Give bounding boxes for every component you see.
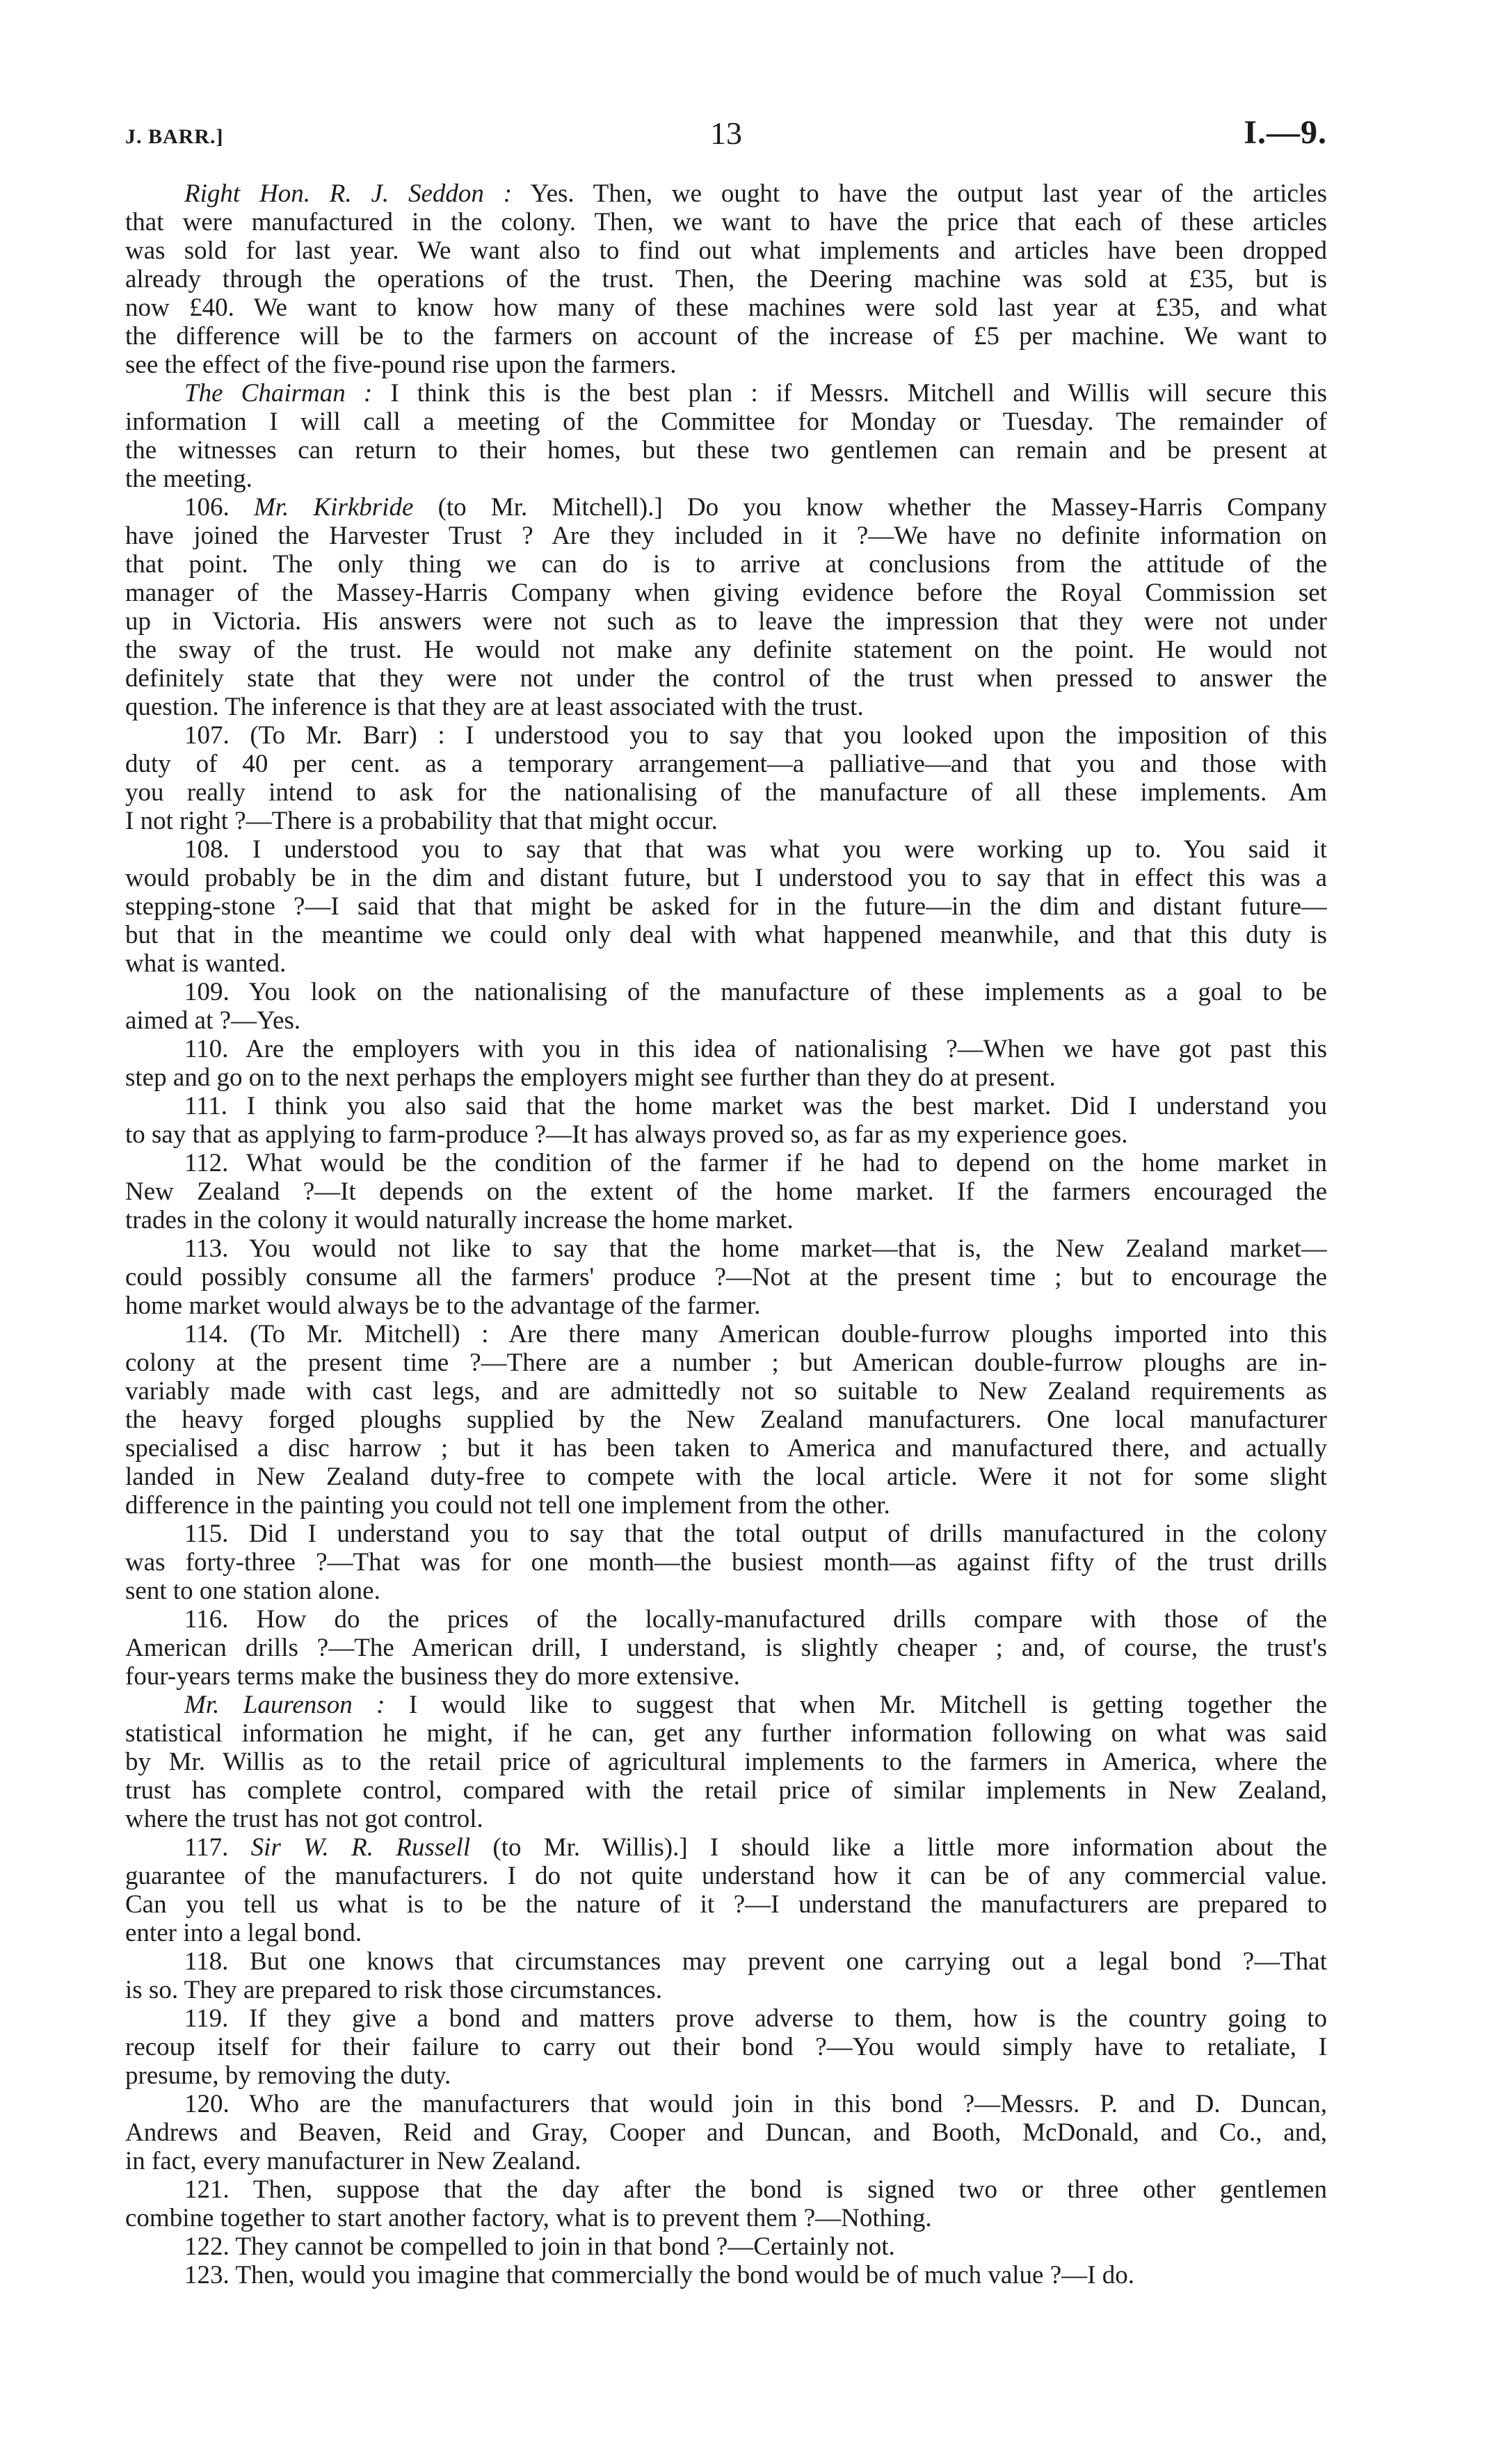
text-line: [125, 379, 1327, 408]
line-text: I think this is the best plan : if Messrs. Mitchell and Willis will secure this: [390, 379, 1327, 408]
text-line: colony at the present time ?—There are a number ; but American double-furrow ploughs are in-: [125, 1348, 1327, 1377]
running-head: [125, 111, 1327, 153]
paper-reference: I.—9.: [1244, 114, 1327, 151]
text-line: could possibly consume all the farmers' produce ?—Not at the present time ; but to encourage the: [125, 1263, 1327, 1291]
question-112: [125, 1149, 1327, 1234]
question-110: [125, 1035, 1327, 1092]
text-line: manager of the Massey-Harris Company when giving evidence before the Royal Commission set: [125, 579, 1327, 607]
witness-name: J. BARR.]: [125, 125, 224, 148]
question-number: 121.: [184, 2175, 230, 2204]
text-line: [125, 1234, 1327, 1263]
line-text: I think you also said that the home market was the best market. Did I understand you: [246, 1092, 1327, 1120]
speaker-statement: [125, 379, 1327, 493]
text-line: I not right ?—There is a probability that that might occur.: [125, 807, 718, 835]
line-text: (to Mr. Mitchell).] Do you know whether the Massey-Harris Company: [437, 493, 1327, 522]
question-number: 111.: [184, 1092, 228, 1120]
question-number: 106.: [184, 493, 230, 522]
text-line: was forty-three ?—That was for one month—the busiest month—as against fifty of the trust drills: [125, 1548, 1327, 1577]
question-106: [125, 493, 1327, 721]
question-number: 120.: [184, 2090, 230, 2118]
line-text: (To Mr. Barr) : I understood you to say that you looked upon the imposition of this: [250, 721, 1327, 750]
text-line: have joined the Harvester Trust ? Are they included in it ?—We have no definite information on: [125, 522, 1327, 550]
question-108: [125, 835, 1327, 978]
text-line: American drills ?—The American drill, I understand, is slightly cheaper ; and, of course, the trust's: [125, 1634, 1327, 1662]
question-number: 119.: [184, 2004, 229, 2033]
text-line: combine together to start another factory, what is to prevent them ?—Nothing.: [125, 2204, 932, 2232]
text-line: [125, 1947, 1327, 1976]
text-line: the meeting.: [125, 465, 252, 493]
question-113: [125, 1234, 1327, 1320]
text-line: Andrews and Beaven, Reid and Gray, Cooper and Duncan, and Booth, McDonald, and Co., and,: [125, 2118, 1327, 2147]
line-text: If they give a bond and matters prove adverse to them, how is the country going to: [249, 2004, 1327, 2033]
text-line: sent to one station alone.: [125, 1577, 380, 1605]
text-line: [125, 493, 1327, 522]
line-text: But one knows that circumstances may prevent one carrying out a legal bond ?—That: [250, 1947, 1327, 1976]
text-line: [125, 1035, 1327, 1063]
page-number: 13: [710, 115, 742, 151]
text-line: [125, 1605, 1327, 1634]
text-line: [125, 1149, 1327, 1177]
text-line: [125, 2090, 1327, 2118]
speaker-name: Mr. Laurenson :: [184, 1691, 385, 1719]
line-text: Who are the manufacturers that would join in this bond ?—Messrs. P. and D. Duncan,: [249, 2090, 1327, 2118]
text-line: [125, 1092, 1327, 1120]
line-text: What would be the condition of the farmer if he had to depend on the home market in: [246, 1149, 1327, 1177]
question-number: 122.: [184, 2232, 230, 2261]
text-line: guarantee of the manufacturers. I do not quite understand how it can be of any commercial value.: [125, 1862, 1327, 1890]
text-line: difference in the painting you could not tell one implement from the other.: [125, 1491, 890, 1520]
question-117: [125, 1833, 1327, 1947]
text-line: see the effect of the five-pound rise upon the farmers.: [125, 351, 677, 379]
question-109: [125, 978, 1327, 1035]
text-line: specialised a disc harrow ; but it has been taken to America and manufactured there, and actually: [125, 1434, 1327, 1463]
question-number: 113.: [184, 1234, 229, 1263]
text-line: you really intend to ask for the nationalising of the manufacture of all these implements. Am: [125, 778, 1327, 807]
question-number: 115.: [184, 1520, 229, 1548]
text-line: but that in the meantime we could only deal with what happened meanwhile, and that this duty is: [125, 921, 1327, 949]
text-line: [125, 1691, 1327, 1719]
text-line: variably made with cast legs, and are admittedly not so suitable to New Zealand requirements as: [125, 1377, 1327, 1406]
text-line: now £40. We want to know how many of these machines were sold last year at £35, and what: [125, 293, 1327, 322]
text-line: [125, 721, 1327, 750]
text-line: [125, 1320, 1327, 1348]
question-111: [125, 1092, 1327, 1149]
speaker-name: Mr. Kirkbride: [253, 493, 414, 522]
text-line: would probably be in the dim and distant future, but I understood you to say that in effect this was a: [125, 864, 1327, 892]
question-119: [125, 2004, 1327, 2090]
text-line: question. The inference is that they are at least associated with the trust.: [125, 693, 864, 721]
question-number: 118.: [184, 1947, 229, 1976]
text-line: by Mr. Willis as to the retail price of agricultural implements to the farmers in America, where the: [125, 1748, 1327, 1776]
question-number: 109.: [184, 978, 230, 1006]
text-line: [125, 835, 1327, 864]
question-number: 116.: [184, 1605, 229, 1634]
text-line: where the trust has not got control.: [125, 1805, 483, 1833]
question-number: 110.: [184, 1035, 229, 1063]
text-line: was sold for last year. We want also to find out what implements and articles have been dropped: [125, 236, 1327, 265]
text-line: duty of 40 per cent. as a temporary arrangement—a palliative—and that you and those with: [125, 750, 1327, 778]
text-line: in fact, every manufacturer in New Zealand.: [125, 2147, 581, 2175]
text-line: [125, 2004, 1327, 2033]
question-122: [125, 2232, 1327, 2261]
line-text: Did I understand you to say that the total output of drills manufactured in the colony: [248, 1520, 1327, 1548]
text-line: step and go on to the next perhaps the employers might see further than they do at present.: [125, 1063, 1056, 1092]
text-line: [125, 179, 1327, 208]
text-line: aimed at ?—Yes.: [125, 1006, 301, 1035]
text-line: home market would always be to the advantage of the farmer.: [125, 1291, 761, 1320]
line-text: How do the prices of the locally-manufactured drills compare with those of the: [256, 1605, 1327, 1634]
text-line: the difference will be to the farmers on account of the increase of £5 per machine. We want to: [125, 322, 1327, 351]
text-line: recoup itself for their failure to carry out their bond ?—You would simply have to retaliate, I: [125, 2033, 1327, 2061]
question-number: 117.: [184, 1833, 229, 1862]
text-line: already through the operations of the trust. Then, the Deering machine was sold at £35, but is: [125, 265, 1327, 293]
text-line: [125, 2261, 1327, 2289]
line-text: (to Mr. Willis).] I should like a little more information about the: [492, 1833, 1327, 1862]
speaker-statement: [125, 179, 1327, 379]
line-text: You would not like to say that the home market—that is, the New Zealand market—: [248, 1234, 1327, 1263]
text-line: landed in New Zealand duty-free to compete with the local article. Were it not for some slight: [125, 1463, 1327, 1491]
text-line: statistical information he might, if he can, get any further information following on what was said: [125, 1719, 1327, 1748]
question-114: [125, 1320, 1327, 1520]
text-line: enter into a legal bond.: [125, 1919, 362, 1947]
text-line: Can you tell us what is to be the nature of it ?—I understand the manufacturers are prepared to: [125, 1890, 1327, 1919]
text-line: four-years terms make the business they do more extensive.: [125, 1662, 740, 1691]
line-text: I would like to suggest that when Mr. Mitchell is getting together the: [408, 1691, 1327, 1719]
text-line: information I will call a meeting of the Committee for Monday or Tuesday. The remainder of: [125, 408, 1327, 436]
text-line: that point. The only thing we can do is to arrive at conclusions from the attitude of the: [125, 550, 1327, 579]
question-107: [125, 721, 1327, 835]
text-line: to say that as applying to farm-produce ?—It has always proved so, as far as my experience goes.: [125, 1120, 1128, 1149]
text-line: [125, 2175, 1327, 2204]
question-number: 108.: [184, 835, 230, 864]
text-line: [125, 2232, 1327, 2261]
speaker-statement: [125, 1691, 1327, 1833]
evidence-text: [125, 179, 1327, 2289]
line-text: Are the employers with you in this idea of nationalising ?—When we have got past this: [245, 1035, 1327, 1063]
text-line: New Zealand ?—It depends on the extent of the home market. If the farmers encouraged the: [125, 1177, 1327, 1206]
question-116: [125, 1605, 1327, 1691]
text-line: [125, 1520, 1327, 1548]
line-text: They cannot be compelled to join in that bond ?—Certainly not.: [235, 2232, 895, 2261]
line-text: (To Mr. Mitchell) : Are there many American double-furrow ploughs imported into this: [250, 1320, 1327, 1348]
text-line: the witnesses can return to their homes, but these two gentlemen can remain and be present at: [125, 436, 1327, 465]
speaker-name: Right Hon. R. J. Seddon :: [184, 179, 513, 208]
text-line: stepping-stone ?—I said that that might be asked for in the future—in the dim and distant future—: [125, 892, 1327, 921]
line-text: You look on the nationalising of the manufacture of these implements as a goal to be: [248, 978, 1327, 1006]
speaker-name: Sir W. R. Russell: [250, 1833, 471, 1862]
question-number: 114.: [184, 1320, 229, 1348]
text-line: trades in the colony it would naturally increase the home market.: [125, 1206, 794, 1234]
question-123: [125, 2261, 1327, 2289]
question-115: [125, 1520, 1327, 1605]
text-line: the sway of the trust. He would not make any definite statement on the point. He would not: [125, 636, 1327, 664]
text-line: [125, 978, 1327, 1006]
question-number: 123.: [184, 2261, 230, 2289]
line-text: Then, suppose that the day after the bond is signed two or three other gentlemen: [252, 2175, 1327, 2204]
text-line: [125, 1833, 1327, 1862]
question-number: 112.: [184, 1149, 229, 1177]
text-line: that were manufactured in the colony. Then, we want to have the price that each of these articles: [125, 208, 1327, 236]
text-line: definitely state that they were not under the control of the trust when pressed to answer the: [125, 664, 1327, 693]
text-line: is so. They are prepared to risk those circumstances.: [125, 1976, 662, 2004]
question-118: [125, 1947, 1327, 2004]
question-121: [125, 2175, 1327, 2232]
line-text: Then, would you imagine that commercially the bond would be of much value ?—I do.: [235, 2261, 1134, 2289]
text-line: what is wanted.: [125, 949, 287, 978]
speaker-name: The Chairman :: [184, 379, 373, 408]
line-text: I understood you to say that that was what you were working up to. You said it: [252, 835, 1327, 864]
text-line: up in Victoria. His answers were not such as to leave the impression that they were not under: [125, 607, 1327, 636]
question-120: [125, 2090, 1327, 2175]
text-line: presume, by removing the duty.: [125, 2061, 451, 2090]
question-number: 107.: [184, 721, 230, 750]
text-line: trust has complete control, compared with the retail price of similar implements in New Zealand,: [125, 1776, 1327, 1805]
text-line: the heavy forged ploughs supplied by the New Zealand manufacturers. One local manufacturer: [125, 1406, 1327, 1434]
line-text: Yes. Then, we ought to have the output last year of the articles: [530, 179, 1327, 208]
